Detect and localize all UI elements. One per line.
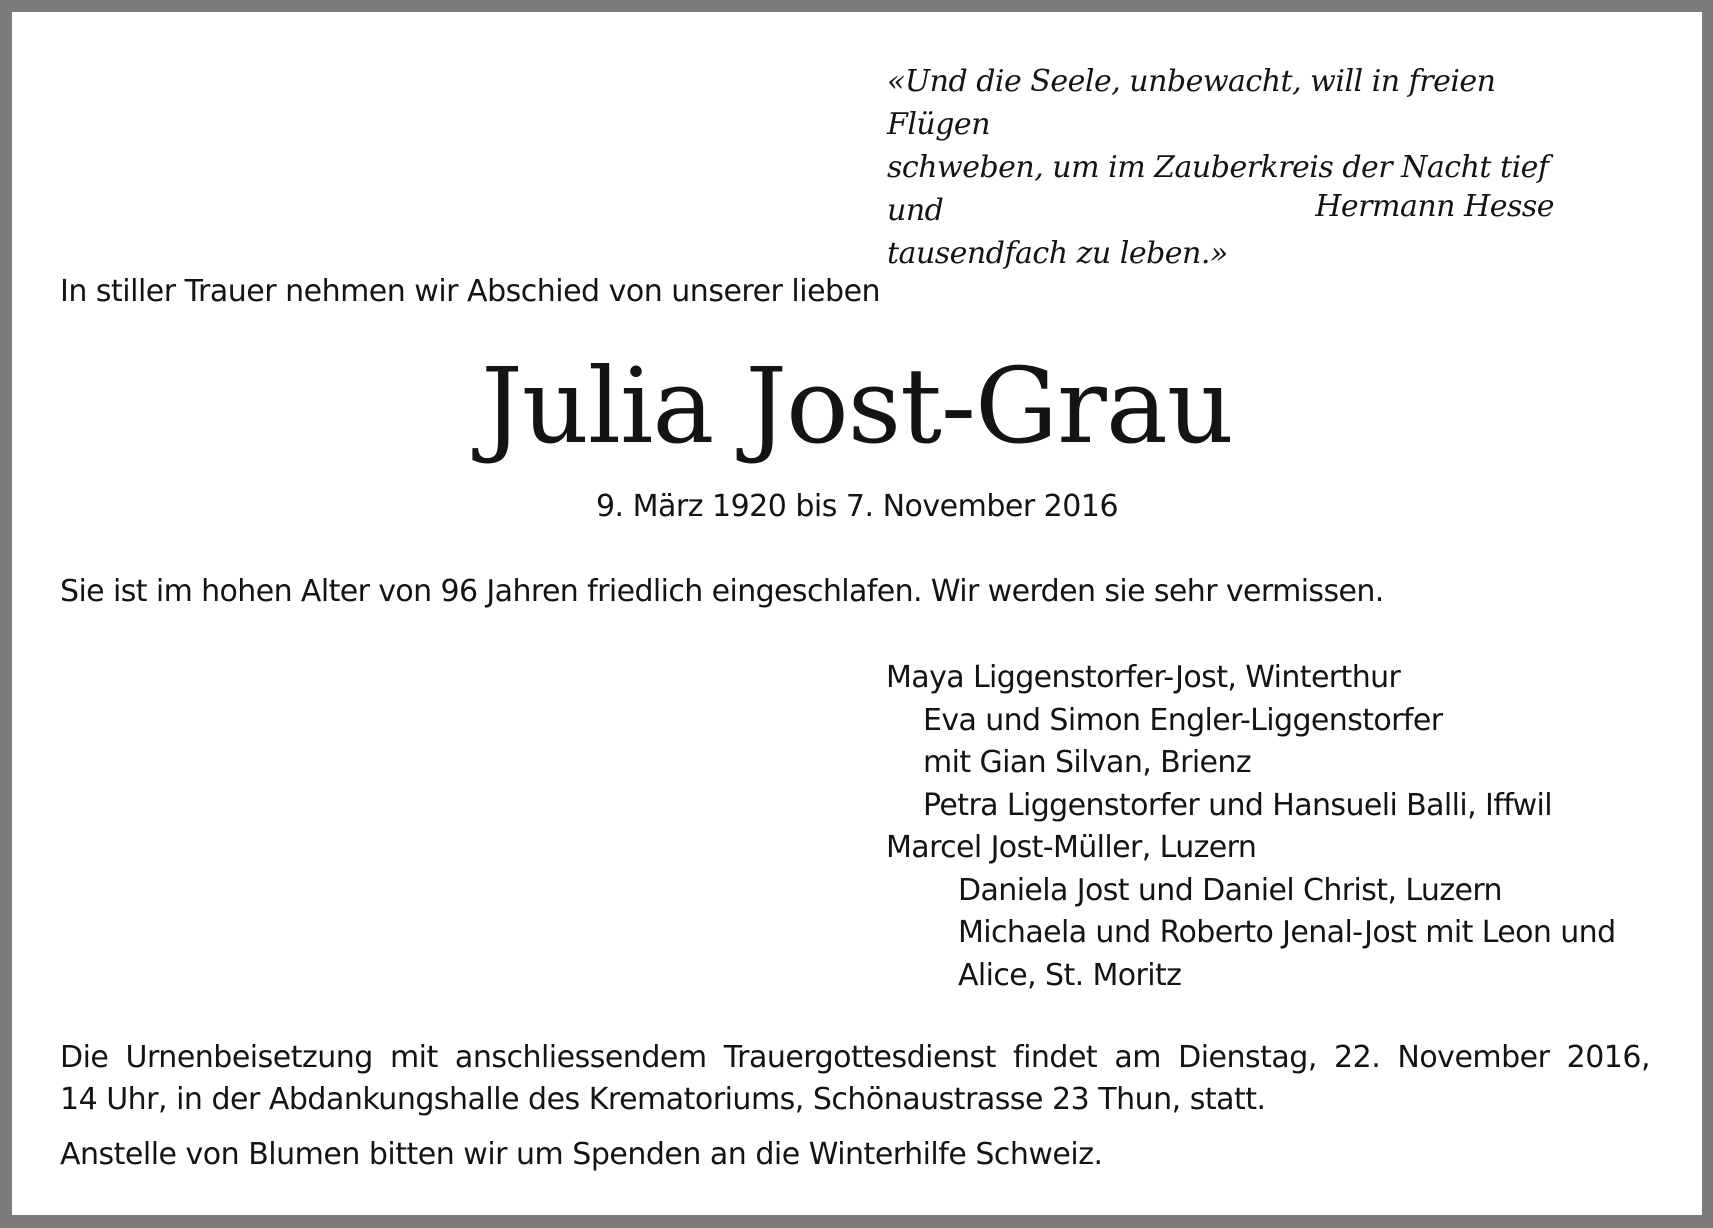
family-member: Maya Liggenstorfer-Jost, Winterthur [886,660,1401,695]
intro-text: In stiller Trauer nehmen wir Abschied von unserer lieben [60,274,881,309]
quote-line: «Und die Seele, unbewacht, will in freien Flügen [887,64,1496,142]
quote-block [887,60,1587,275]
family-list [886,657,1686,997]
ceremony-line: Die Urnenbeisetzung mit anschliessendem Trauergottesdienst findet am Dienstag, 22. November 2016, [60,1040,1650,1075]
life-dates: 9. März 1920 bis 7. November 2016 [595,489,1119,524]
family-member: Michaela und Roberto Jenal-Jost mit Leon und [958,915,1616,950]
family-member: Marcel Jost-Müller, Luzern [886,830,1257,865]
family-member: Alice, St. Moritz [958,957,1182,993]
family-member: Eva und Simon Engler-Liggenstorfer [923,702,1443,738]
deceased-name: Julia Jost-Grau [481,345,1233,467]
family-member: Petra Liggenstorfer und Hansueli Balli, Iffwil [923,787,1553,823]
family-member: mit Gian Silvan, Brienz [923,745,1251,780]
quote-line: tausendfach zu leben.» [887,236,1228,271]
statement-text: Sie ist im hohen Alter von 96 Jahren friedlich eingeschlafen. Wir werden sie sehr vermissen. [60,574,1384,609]
quote-author: Hermann Hesse [1315,189,1554,224]
quote-line: schweben, um im Zauberkreis der Nacht tief und [887,150,1549,228]
family-member: Daniela Jost und Daniel Christ, Luzern [958,872,1502,908]
donation-note: Anstelle von Blumen bitten wir um Spenden an die Winterhilfe Schweiz. [60,1137,1103,1172]
ceremony-line: 14 Uhr, in der Abdankungshalle des Krematoriums, Schönaustrasse 23 Thun, statt. [60,1082,1266,1117]
ceremony-info [60,1037,1650,1121]
obituary-page [12,12,1702,1215]
